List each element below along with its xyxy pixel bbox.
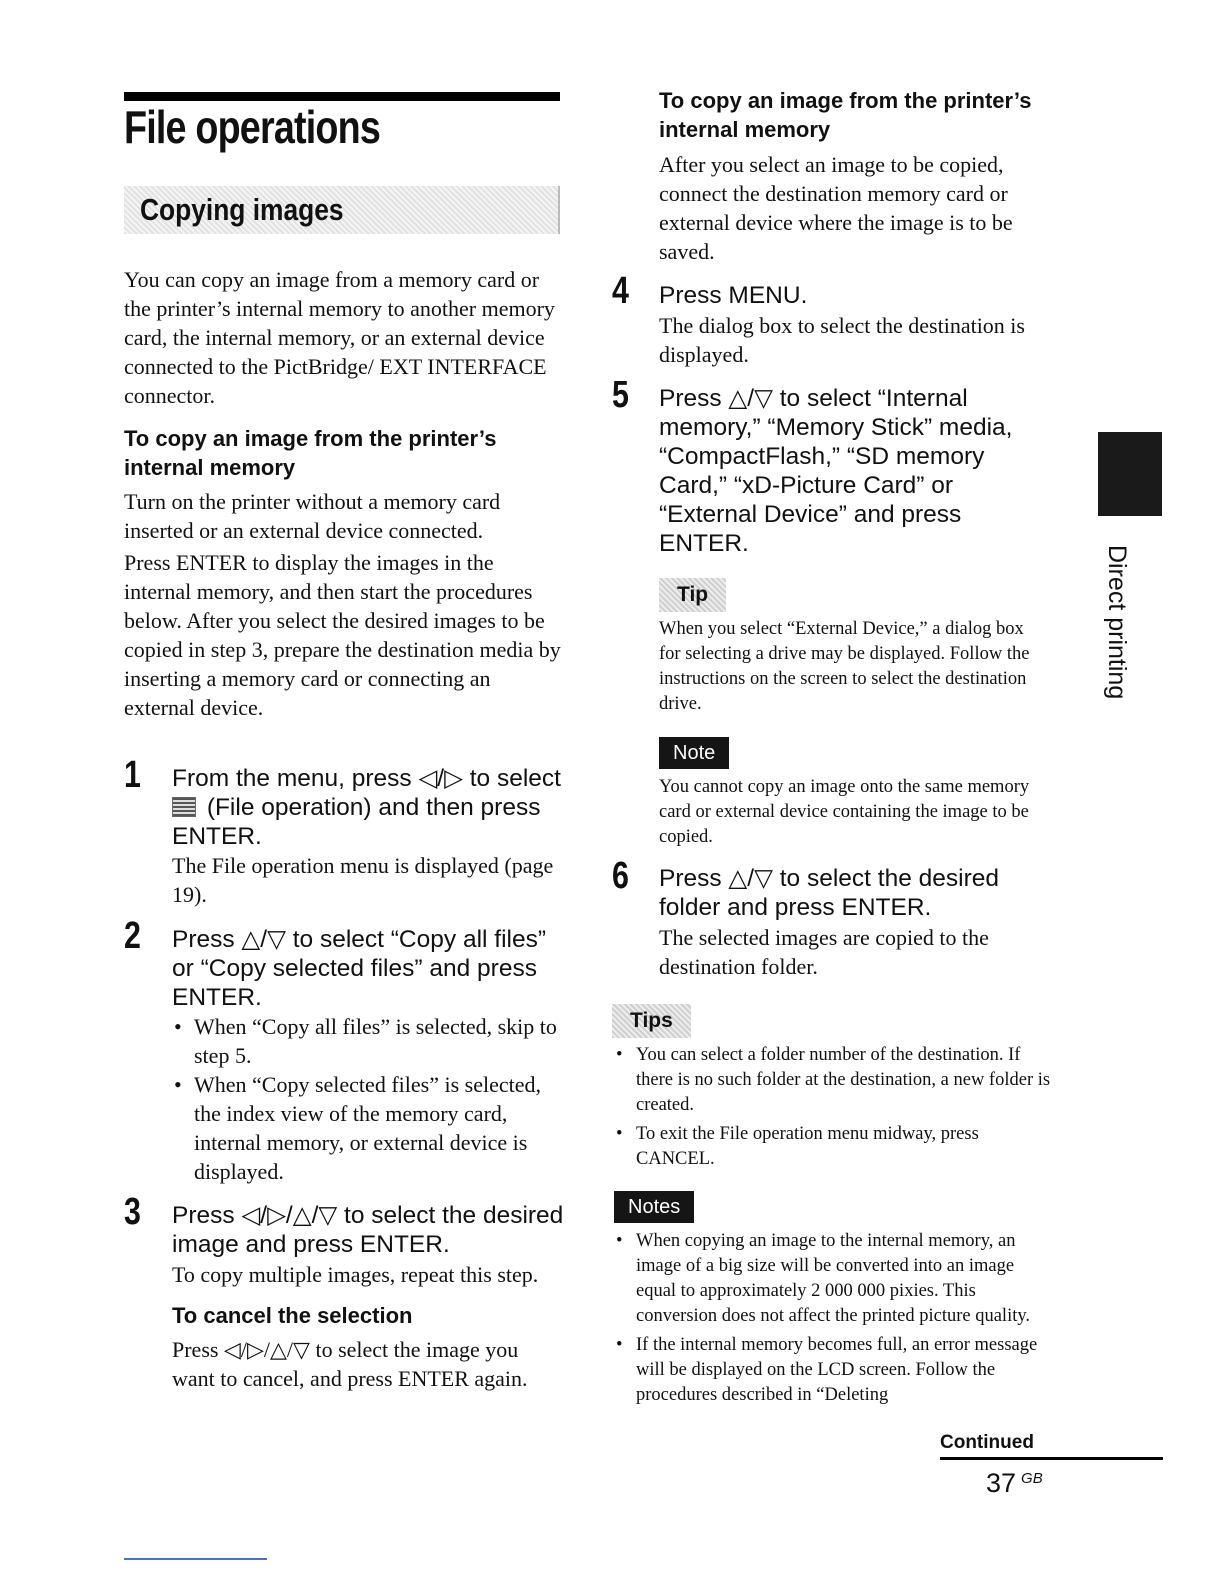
step-number: 1	[124, 754, 141, 796]
section-title: Copying images	[140, 192, 344, 227]
right-subsection-heading	[659, 86, 1099, 144]
tips-label: Tips	[612, 1004, 691, 1038]
step-bullets	[172, 1012, 564, 1186]
right-subsection-heading-line1: To copy an image from the printer’s	[659, 88, 1032, 113]
list-item: • When copying an image to the internal memory, an image of a big size will be converted into an image equal to approximately 2 000 000 pixies. This conversion does not affect the printed picture quality.	[614, 1229, 1054, 1329]
step-title: Press △/▽ to select “Internal memory,” “Memory Stick” media, “CompactFlash,” “SD memory Card,” “xD-Picture Card” or “External Device” and press ENTER.	[659, 385, 1013, 557]
step-title	[172, 764, 564, 851]
step-body: To copy multiple images, repeat this step.	[172, 1262, 539, 1287]
intro-paragraph: You can copy an image from a memory card or the printer’s internal memory to another memory card, the internal memory, or an external device connected to the PictBridge/ EXT INTERFACE connector.	[124, 267, 555, 408]
step-title: Press △/▽ to select “Copy all files” or “Copy selected files” and press ENTER.	[172, 926, 546, 1011]
chapter-label: Direct printing	[1103, 545, 1131, 700]
step-body: The File operation menu is displayed (page 19).	[172, 853, 554, 907]
tips-list	[614, 1043, 1054, 1172]
notes-list	[614, 1229, 1054, 1408]
step-body: The selected images are copied to the destination folder.	[659, 925, 989, 979]
left-subsection-para1: Turn on the printer without a memory card inserted or an external device connected.	[124, 489, 501, 543]
notes-label: Notes	[614, 1191, 694, 1223]
right-subsection-heading-line2: internal memory	[659, 117, 831, 142]
page-number-suffix: GB	[1021, 1470, 1043, 1487]
note-text: You cannot copy an image onto the same memory card or external device containing the image to be copied.	[659, 777, 1030, 847]
list-item: • When “Copy selected files” is selected, the index view of the memory card, internal memory, or external device is displayed.	[172, 1070, 564, 1186]
page-number	[986, 1468, 1043, 1499]
note-label: Note	[659, 737, 729, 769]
cancel-selection-heading: To cancel the selection	[172, 1303, 413, 1328]
bottom-rule	[124, 1558, 267, 1560]
list-item: • When “Copy all files” is selected, skip to step 5.	[172, 1012, 564, 1070]
left-subsection-heading-line2: internal memory	[124, 455, 296, 480]
step-title: Press MENU.	[659, 282, 808, 309]
tip-label: Tip	[659, 578, 726, 612]
step-title-text: From the menu, press ◁/▷ to select	[172, 765, 561, 792]
file-operation-icon	[172, 797, 196, 817]
continued-label: Continued	[940, 1432, 1034, 1453]
step-number: 4	[612, 270, 629, 312]
tip-text: When you select “External Device,” a dialog box for selecting a drive may be displayed. Follow the instructions on the screen to select the destination drive.	[659, 619, 1030, 714]
page-number-value: 37	[986, 1468, 1017, 1498]
list-item: • You can select a folder number of the destination. If there is no such folder at the destination, a new folder is created.	[614, 1043, 1054, 1118]
step-title: Press ◁/▷/△/▽ to select the desired image and press ENTER.	[172, 1202, 564, 1258]
section-banner-edge	[558, 186, 560, 234]
left-subsection-heading-line1: To copy an image from the printer’s	[124, 426, 497, 451]
section-banner	[124, 186, 560, 234]
step-number: 5	[612, 374, 629, 416]
step-title-text: (File operation) and then press ENTER.	[172, 794, 541, 850]
chapter-tab-marker	[1098, 432, 1162, 516]
step-number: 2	[124, 915, 141, 957]
step-body: The dialog box to select the destination is displayed.	[659, 313, 1025, 367]
step-number: 6	[612, 855, 629, 897]
page-title: File operations	[124, 101, 380, 153]
cancel-selection-body: Press ◁/▷/△/▽ to select the image you want to cancel, and press ENTER again.	[172, 1337, 528, 1391]
list-item: • If the internal memory becomes full, an error message will be displayed on the LCD screen. Follow the procedures described in “Deleting	[614, 1333, 1054, 1408]
left-subsection-para2: Press ENTER to display the images in the internal memory, and then start the procedures below. After you select the desired images to be copied in step 3, prepare the destination media by inserting a memory card or connecting an external device.	[124, 550, 561, 720]
step-number: 3	[124, 1191, 141, 1233]
list-item: • To exit the File operation menu midway, press CANCEL.	[614, 1122, 1054, 1172]
left-subsection-heading	[124, 424, 564, 482]
right-subsection-body: After you select an image to be copied, connect the destination memory card or external device where the image is to be saved.	[659, 152, 1013, 264]
continued-rule	[940, 1457, 1163, 1460]
step-title: Press △/▽ to select the desired folder and press ENTER.	[659, 865, 999, 921]
